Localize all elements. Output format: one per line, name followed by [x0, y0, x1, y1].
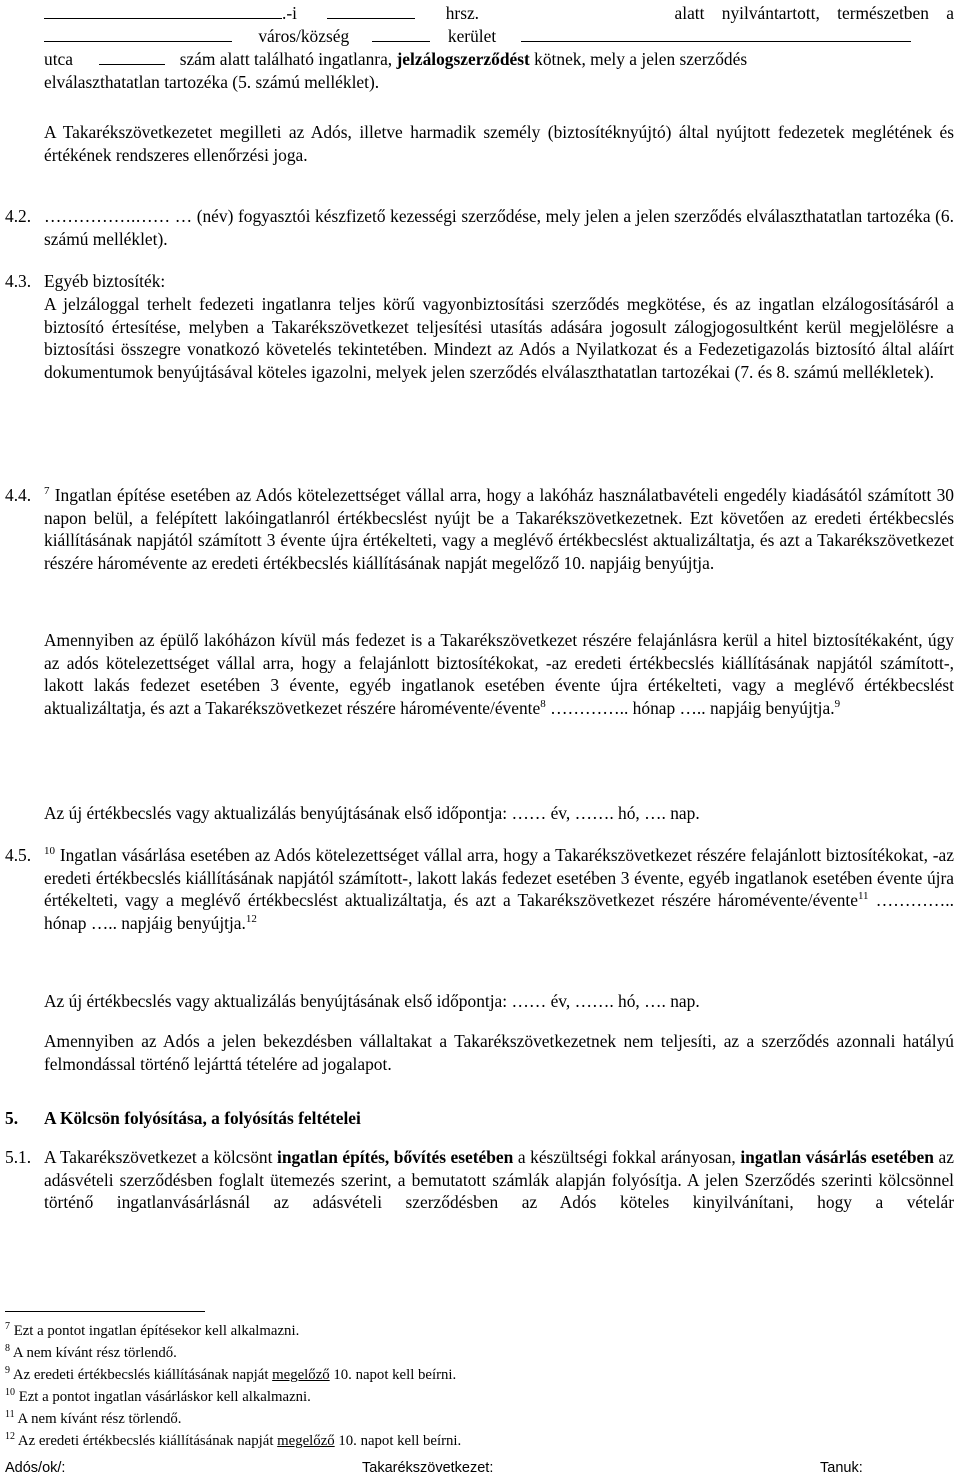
paragraph-4-4 — [44, 484, 954, 574]
s51-text-3: az adásvételi szerződésben foglalt ütemezés szerint, a bemutatott számlák alapján folyósítja. A jelen Szerződés szerinti kölcsönnel történő ingatlanvásárlásnál az adásvételi szerződésben az Adós köteles kinyilvánítani, hogy a vételár — [44, 1147, 954, 1212]
footnote-number: 11 — [5, 1409, 15, 1421]
blank-field[interactable] — [44, 27, 232, 42]
footnote-9 — [5, 1367, 456, 1384]
footnote-text: Ezt a pontot ingatlan vásárláskor kell alkalmazni. — [18, 1389, 311, 1405]
footnote-ref[interactable]: 10 — [44, 845, 55, 858]
s51-bold-2: ingatlan vásárlás esetében — [740, 1147, 934, 1167]
varos-label: város/község — [258, 26, 350, 46]
footnote-text: 10. napot kell beírni. — [338, 1433, 462, 1449]
fedezet-continue: ………….. hónap ….. napjáig benyújtja. — [550, 697, 835, 718]
footnote-text: A nem kívánt rész törlendő. — [17, 1411, 182, 1427]
blank-field[interactable] — [327, 4, 415, 19]
property-line-1 — [44, 2, 954, 25]
fedezet-text: Amennyiben az épülő lakóházon kívül más fedezet is a Takarékszövetkezet részére felajánlásra kerül a hitel biztosítékaként, úgy az adós kötelezettséget vállal arra, hogy a felajánlott biztosítékokat, -az eredeti értékbecslés kiállításának napjától számított-, lakott lakás fedezet esetében 3 évente, egyéb ingatlanok esetében évente újra értékelteti, vagy a meglévő értékbecslést aktualizáltatja, és azt a Takarékszövetkezet részére háromévente/évente — [44, 630, 954, 718]
section-number: 5. — [5, 1108, 19, 1128]
line1-tail: alatt nyilvántartott, természetben a — [674, 3, 954, 23]
section-number: 4.2. — [5, 206, 32, 226]
paragraph-4-2 — [44, 205, 954, 250]
jelzalog-bold: jelzálogszerződést — [396, 49, 530, 69]
footnote-text: Az eredeti értékbecslés kiállításának napját — [17, 1433, 274, 1449]
date-line-4-5: Az új értékbecslés vagy aktualizálás benyújtásának első időpontja: …… év, ……. hó, …. nap. — [44, 991, 700, 1011]
paragraph-ellenorzes: A Takarékszövetkezetet megilleti az Adós, illetve harmadik személy (biztosítéknyújtó) által nyújtott fedezetek meglétének és értékének rendszeres ellenőrzési joga. — [44, 122, 954, 165]
section-number: 4.5. — [5, 845, 32, 865]
section-4-2-text: (név) fogyasztói készfizető kezességi szerződése, mely jelen a jelen szerződés elválaszthatatlan tartozéka (6. számú melléklet). — [44, 206, 954, 249]
footnote-8 — [5, 1345, 177, 1362]
signature-ados: Adós/ok/: — [5, 1460, 66, 1476]
footnote-7 — [5, 1323, 299, 1340]
s51-bold-1: ingatlan építés, bővítés esetében — [276, 1147, 514, 1167]
signature-tanuk: Tanuk: — [820, 1460, 863, 1476]
footnote-separator — [5, 1311, 205, 1312]
property-line-2 — [44, 25, 954, 48]
footnote-text: 10. napot kell beírni. — [333, 1367, 457, 1383]
blank-field[interactable] — [372, 27, 430, 42]
section-4-4-text: Ingatlan építése esetében az Adós kötelezettséget vállal arra, hogy a lakóház használatbavételi engedély kiadásától számított 30 napon belül, a felépített lakóingatlanról értékbecslést nyújt be a Takarékszövetkezetnek. Ezt követően az eredeti értékbecslés kiállításának napjától számított 3 évente újra értékelteti, vagy a meglévő értékbecslést aktualizáltatja, és azt a Takarékszövetkezet részére háromévente az eredeti értékbecslés kiállításának napját megelőző 10. napjáig benyújtja. — [44, 485, 954, 573]
footnote-11 — [5, 1411, 182, 1428]
footnote-number: 10 — [5, 1387, 15, 1399]
section-number: 5.1. — [5, 1147, 32, 1167]
footnote-ref[interactable]: 9 — [834, 697, 841, 710]
hrsz-label: hrsz. — [445, 3, 480, 23]
i-label: .-i — [282, 3, 297, 23]
s51-text-1: A Takarékszövetkezet a kölcsönt — [44, 1147, 273, 1167]
szam-label: szám alatt található ingatlanra, — [179, 49, 393, 69]
footnote-number: 7 — [5, 1321, 10, 1333]
footnote-underlined: megelőző — [272, 1367, 330, 1383]
footnote-12 — [5, 1433, 461, 1450]
property-line-3 — [44, 48, 954, 71]
kerulet-label: kerület — [447, 26, 497, 46]
footnote-text: Ezt a pontot ingatlan építésekor kell alkalmazni. — [13, 1323, 300, 1339]
footnote-text: Az eredeti értékbecslés kiállításának napját — [12, 1367, 269, 1383]
section-5-title: A Kölcsön folyósítása, a folyósítás feltételei — [44, 1108, 361, 1128]
footnote-underlined: megelőző — [277, 1433, 335, 1449]
signature-takarek: Takarékszövetkezet: — [362, 1460, 494, 1476]
blank-field[interactable] — [521, 27, 911, 42]
footnote-ref[interactable]: 11 — [857, 890, 869, 903]
section-number: 4.4. — [5, 485, 32, 505]
s51-text-2: a készültségi fokkal arányosan, — [517, 1147, 736, 1167]
footnote-number: 12 — [5, 1431, 15, 1443]
footnote-number: 8 — [5, 1343, 10, 1355]
dots-name: …………….…… … — [44, 206, 193, 226]
footnote-ref[interactable]: 12 — [245, 912, 257, 925]
footnote-number: 9 — [5, 1365, 10, 1377]
blank-field[interactable] — [44, 4, 282, 19]
section-4-3-heading: Egyéb biztosíték: — [44, 271, 166, 291]
utca-label: utca — [44, 49, 73, 69]
paragraph-4-3: A jelzáloggal terhelt fedezeti ingatlanra teljes körű vagyonbiztosítási szerződés megkötése, és az ingatlan elzálogosításáról a biztosító értesítése, melyben a Takarékszövetkezet teljesítési utasítás adására jogosult zálogjogosultként kerül megjelölésre a biztosítási összegre vonatkozó követelés tekintetében. Mindezt az Adós a Nyilatkozat és a Fedezetigazolás biztosító által aláírt dokumentumok benyújtásával köteles igazolni, melyek jelen szerződés elválaszthatatlan tartozékai (7. és 8. számú mellékletek). — [44, 294, 954, 382]
blank-field[interactable] — [99, 50, 165, 65]
paragraph-5-1 — [44, 1146, 954, 1214]
paragraph-4-5 — [44, 844, 954, 934]
footnote-text: A nem kívánt rész törlendő. — [12, 1345, 177, 1361]
section-4-5-text: Ingatlan vásárlása esetében az Adós kötelezettséget vállal arra, hogy a Takarékszövetkezet részére felajánlott biztosítékokat, -az eredeti értékbecslés kiállításának napjától számított-, lakott lakás fedezet esetében 3 évente, egyéb ingatlanok esetében évente újra értékelteti, vagy a meglévő értékbecslést aktualizáltatja, és azt a Takarékszövetkezet részére háromévente/évente — [44, 845, 954, 910]
property-line-4: elválaszthatatlan tartozéka (5. számú melléklet). — [44, 72, 380, 92]
paragraph-4-5-felmondas: Amennyiben az Adós a jelen bekezdésben vállaltakat a Takarékszövetkezetnek nem teljesíti, az a szerződés azonnali hatályú felmondással történő lejárttá tételére ad jogalapot. — [44, 1031, 954, 1074]
section-number: 4.3. — [5, 271, 32, 291]
footnote-10 — [5, 1389, 311, 1406]
footnote-ref[interactable]: 8 — [540, 697, 546, 710]
line3-tail: kötnek, mely a jelen szerződés — [534, 49, 748, 69]
section-4-5-continue: ………….. hónap ….. napjáig benyújtja. — [44, 890, 954, 933]
footnote-ref[interactable]: 7 — [44, 485, 50, 498]
date-line-4-4: Az új értékbecslés vagy aktualizálás benyújtásának első időpontja: …… év, ……. hó, …. nap. — [44, 803, 700, 823]
paragraph-4-4-fedezet — [44, 629, 954, 719]
